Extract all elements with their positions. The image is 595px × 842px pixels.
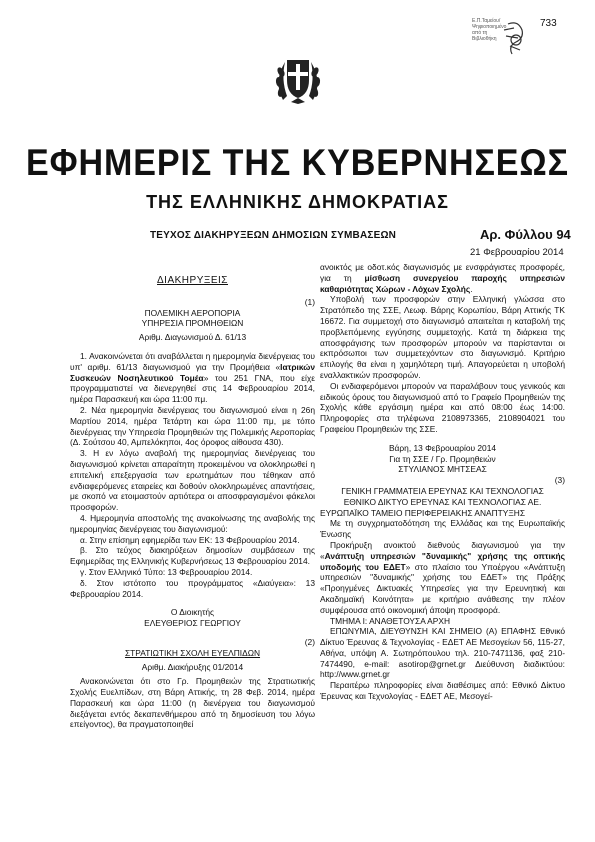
stamp-line: Ε.Π.Ταμείου/ — [472, 18, 501, 24]
paragraph: β. Στο τεύχος διακηρύξεων δημοσίων συμβάσεων της Εφημερίδας της Ελληνικής Κυβερνήσεως 13 Φεβρουαρίου 2014. — [70, 545, 315, 567]
organization: ΥΠΗΡΕΣΙΑ ΠΡΟΜΗΘΕΙΩΝ — [141, 318, 244, 329]
stamp-text — [472, 18, 506, 42]
tender-number: Αριθμ. Διαγωνισμού Δ. 61/13 — [138, 332, 247, 343]
place-date: Βάρη, 13 Φεβρουαρίου 2014 — [388, 442, 497, 453]
issue-series: ΤΕΥΧΟΣ ΔΙΑΚΗΡΥΞΕΩΝ ΔΗΜΟΣΙΩΝ ΣΥΜΒΑΣΕΩΝ — [150, 230, 397, 241]
paragraph: Υποβολή των προσφορών στην Ελληνική γλώσσα στο Στρατόπεδο της ΣΣΕ, Λεωφ. Βάρης Κορωπίου, Βάρη Αττικής ΤΚ 16672. Για συμμετοχή στο διαγωνισμό απαιτείται η καταβολή της προβλεπόμενης εγγύησης συμμετοχής. Κατά τη διάρκεια της αποσφράγισης των προσφορών μπορούν να παρίστανται οι εκπρόσωποι των συμμετεχόντων στο διαγωνισμό. Κριτήριο επιλογής θα είναι η χαμηλότερη τιμή. Απαγορεύεται η υποβολή εναλλακτικών προσφορών. — [320, 294, 565, 380]
issue-date: 21 Φεβρουαρίου 2014 — [470, 247, 564, 258]
republic-subtitle: ΤΗΣ ΕΛΛΗΝΙΚΗΣ ΔΗΜΟΚΡΑΤΙΑΣ — [146, 192, 449, 212]
right-column — [320, 262, 565, 702]
gazette-title: ΕΦΗΜΕΡΙΣ ΤΗΣ ΚΥΒΕΡΝΗΣΕΩΣ — [26, 142, 569, 183]
sheet-label: Αρ. Φύλλου — [480, 227, 553, 242]
greek-coat-of-arms-icon — [273, 52, 323, 106]
paragraph: ανοικτός με οδοτ.κός διαγωνισμός με ενσφράγιστες προσφορές, για τη μίσθωση συνεργείου παροχής υπηρεσιών καθαριότητας Χώρων - Λόχων Σχολής. — [320, 262, 565, 294]
paragraph: δ. Στον ιστότοπο του προγράμματος «Διαύγεια»: 13 Φεβρουαρίου 2014. — [70, 577, 315, 599]
paragraph: Με τη συγχρηματοδότηση της Ελλάδας και της Ευρωπαϊκής Ένωσης — [320, 518, 565, 540]
stamp-line: Βιβλιοθήκη — [472, 36, 497, 42]
tender-number: Αριθμ. Διακήρυξης 01/2014 — [141, 661, 244, 672]
paragraph: 4. Ημερομηνία αποστολής της ανακοίνωσης της αναβολής της ημερομηνίας διενέργειας του διαγωνισμού: — [70, 512, 315, 534]
paragraph: α. Στην επίσημη εφημερίδα των ΕΚ: 13 Φεβρουαρίου 2014. — [80, 534, 300, 545]
notice-number: (2) — [304, 636, 315, 647]
organization: ΓΕΝΙΚΗ ΓΡΑΜΜΑΤΕΙΑ ΕΡΕΥΝΑΣ ΚΑΙ ΤΕΧΝΟΛΟΓΙΑΣ — [341, 485, 544, 496]
section-heading: ΔΙΑΚΗΡΥΞΕΙΣ — [157, 275, 228, 286]
section-label: ΤΜΗΜΑ Ι: ΑΝΑΘΕΤΟΥΣΑ ΑΡΧΗ — [330, 615, 450, 626]
organization: ΣΤΡΑΤΙΩΤΙΚΗ ΣΧΟΛΗ ΕΥΕΛΠΙΔΩΝ — [124, 647, 261, 658]
paragraph: 3. Η εν λόγω αναβολή της ημερομηνίας διενέργειας του διαγωνισμού κρίνεται απαραίτητη προκειμένου να ολοκληρωθεί η επιτελική επεξεργασία των ερωτημάτων που τέθηκαν από ενδιαφερόμενες εταιρείες και δοθούν ολοκληρωμένες απαντήσεις, με σκοπό να ετοιμαστούν αρτιότερα οι αποσφραγισμένοι φάκελοι προσφορών. — [70, 448, 315, 513]
stamp-line: από τη — [472, 30, 488, 36]
paragraph: Προκήρυξη ανοικτού διεθνούς διαγωνισμού για την «Ανάπτυξη υπηρεσιών "δυναμικής" χρήσης της οπτικής υποδομής του ΕΔΕΤ» στο πλαίσιο του Υποέργου «Ανάπτυξη υπηρεσιών "δυναμικής" χρήσης του ΕΔΕΤ» της Πράξης «Προηγμένες Δικτυακές Υπηρεσίες για την Ερευνητική και Ακαδημαϊκή Κοινότητα» με κριτήριο ανάθεσης την πλέον συμφέρουσα από οικονομική άποψη προσφορά. — [320, 539, 565, 615]
organization: ΕΘΝΙΚΟ ΔΙΚΤΥΟ ΕΡΕΥΝΑΣ ΚΑΙ ΤΕΧΝΟΛΟΓΙΑΣ ΑΕ. — [343, 496, 542, 507]
paragraph: Ανακοινώνεται ότι στο Γρ. Προμηθειών της Στρατιωτικής Σχολής Ευελπίδων, στη Βάρη Αττικής, τη 28 Φεβ. 2014, ημέρα Παρασκευή και ώρα 11:00 (η διενέργεια του διαγωνισμού διεξάγεται εντός δεκαπενθήμερου από τη δημοσίευση του λόγω επείγοντος), θα πραγματοποιηθεί — [70, 676, 315, 730]
stamp-line: Ψηφιοποιημένο — [472, 24, 507, 30]
page-number: 733 — [540, 18, 557, 29]
paragraph: Οι ενδιαφερόμενοι μπορούν να παραλάβουν τους γενικούς και ειδικούς όρους του διαγωνισμού από το Γραφείο Προμηθειών της Σχολής κάθε εργάσιμη ημέρα και από 08:00 έως 14:00. Πληροφορίες στα τηλέφωνα 2108973365, 2108904021 του Γραφείου Προμηθειών της ΣΣΕ. — [320, 380, 565, 434]
paragraph: ΕΠΩΝΥΜΙΑ, ΔΙΕΥΘΥΝΣΗ ΚΑΙ ΣΗΜΕΙΟ (Α) ΕΠΑΦΗΣ Εθνικό Δίκτυο Έρευνας & Τεχνολογίας - ΕΔΕΤ ΑΕ Μεσογείων 56, 115-27, Αθήνα, υπόψη Α. Σωτηρόπουλου τηλ. 210-7471136, φαξ 210-7474490, e-mail: asotirop@grnet.gr Διεύθυνση διαδικτύου: http://www.grnet.gr — [320, 626, 565, 680]
sheet-number-value: 94 — [556, 227, 571, 242]
signatory-role: Ο Διοικητής — [170, 607, 215, 618]
paragraph: 1. Ανακοινώνεται ότι αναβάλλεται η ημερομηνία διενέργειας του υπ' αριθμ. 61/13 διαγωνισμού για την Προμήθεια «Ιατρικών Συσκευών Νοσηλευτικού Τομέα» του 251 ΓΝΑ, που είχε προγραμματιστεί να διενεργηθεί στις 14 Φεβρουαρίου 2014, ημέρα Παρασκευή και ώρα 11:00 πμ. — [70, 350, 315, 405]
signatory-name: ΣΤΥΛΙΑΝΟΣ ΜΗΤΣΕΑΣ — [398, 464, 487, 475]
signatory-role: Για τη ΣΣΕ / Γρ. Προμηθειών — [389, 453, 496, 464]
notice-number: (1) — [304, 296, 315, 307]
paragraph: 2. Νέα ημερομηνία διενέργειας του διαγωνισμού είναι η 26η Μαρτίου 2014, ημέρα Τετάρτη και ώρα 11:00 πμ, με τόπο διενέργειας την Υπηρεσία Προμηθειών της Πολεμικής Αεροπορίας (Δ. Σούτσου 40, Αμπελόκηποι, 4ος όροφος αίθουσα 430). — [70, 404, 315, 448]
sheet-number — [480, 227, 571, 242]
paragraph: Περαιτέρω πληροφορίες είναι διαθέσιμες από: Εθνικό Δίκτυο Έρευνας και Τεχνολογίας - ΕΔΕΤ ΑΕ, Μεσογεί- — [320, 680, 565, 702]
notice-number: (3) — [554, 475, 565, 486]
organization: ΠΟΛΕΜΙΚΗ ΑΕΡΟΠΟΡΙΑ — [144, 307, 241, 318]
fund-name: ΕΥΡΩΠΑΪΚΟ ΤΑΜΕΙΟ ΠΕΡΙΦΕΡΕΙΑΚΗΣ ΑΝΑΠΤΥΞΗΣ — [320, 507, 526, 518]
left-column — [70, 262, 315, 730]
paragraph: γ. Στον Ελληνικό Τύπο: 13 Φεβρουαρίου 2014. — [80, 566, 253, 577]
signatory-name: ΕΛΕΥΘΕΡΙΟΣ ΓΕΩΡΓΙΟΥ — [144, 618, 241, 629]
